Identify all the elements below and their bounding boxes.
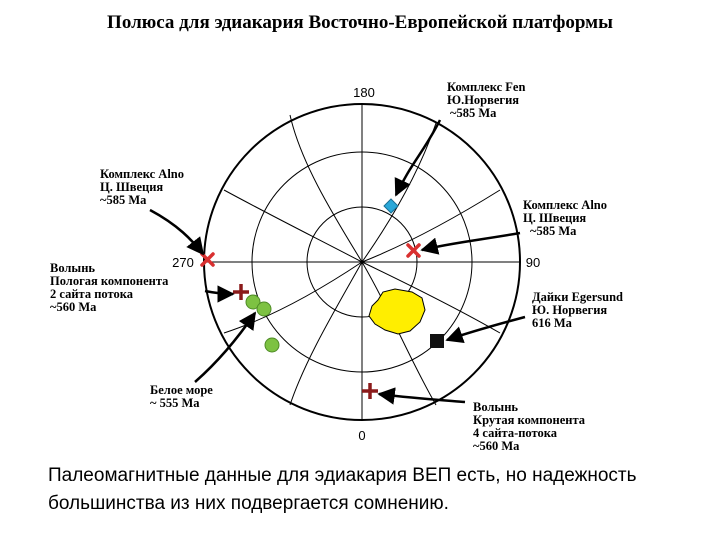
meridian-curve-4 <box>362 190 500 262</box>
annotation-alno-right: Комплекс Alno Ц. Швеция ~585 Ма <box>523 198 607 238</box>
axis-label-top: 180 <box>353 85 375 100</box>
page-title: Полюса для эдиакария Восточно-Европейской платформы <box>107 12 613 33</box>
alno-left-arrow <box>150 210 203 254</box>
annotation-egersund: Дайки Egersund Ю. Норвегия 616 Ма <box>532 290 623 330</box>
white-sea-arrow <box>195 313 255 382</box>
annotation-volyn-gentle: Волынь Пологая компонента 2 сайта потока ~560 Ма <box>50 261 169 314</box>
annotation-alno-left: Комплекс Alno Ц. Швеция ~585 Ма <box>100 167 184 207</box>
meridian-curve-5 <box>224 262 362 333</box>
axis-label-bottom: 0 <box>358 428 366 443</box>
axis-label-right: 90 <box>525 255 541 270</box>
annotation-volyn-steep: Волынь Крутая компонента 4 сайта-потока ~560 Ма <box>473 400 586 453</box>
fen-diamond-marker <box>384 199 398 213</box>
alno-right-cross-marker <box>408 245 419 256</box>
fen-arrow <box>396 120 440 195</box>
egersund-arrow <box>447 317 525 340</box>
white-sea-circle-marker <box>265 338 279 352</box>
volyn-steep-arrow <box>379 394 465 402</box>
meridian-curve-2 <box>224 190 362 262</box>
volyn-gentle-plus-marker <box>233 284 249 300</box>
meridian-curve-1 <box>290 115 362 262</box>
meridian-curve-3 <box>362 123 436 262</box>
white-sea-circle-marker <box>257 302 271 316</box>
egersund-square-marker <box>430 334 444 348</box>
annotation-fen: Комплекс Fen Ю.Норвегия ~585 Ма <box>447 80 526 120</box>
meridian-curve-6 <box>290 262 362 405</box>
volyn-gentle-arrow <box>205 291 233 294</box>
continent-shape <box>369 289 425 334</box>
volyn-steep-plus-marker <box>362 383 378 399</box>
caption: Палеомагнитные данные для эдиакария ВЕП есть, но надежность большинства из них подвергается сомнению. <box>48 465 637 514</box>
annotation-white-sea: Белое море ~ 555 Ма <box>150 383 213 410</box>
axis-label-left: 270 <box>172 255 194 270</box>
